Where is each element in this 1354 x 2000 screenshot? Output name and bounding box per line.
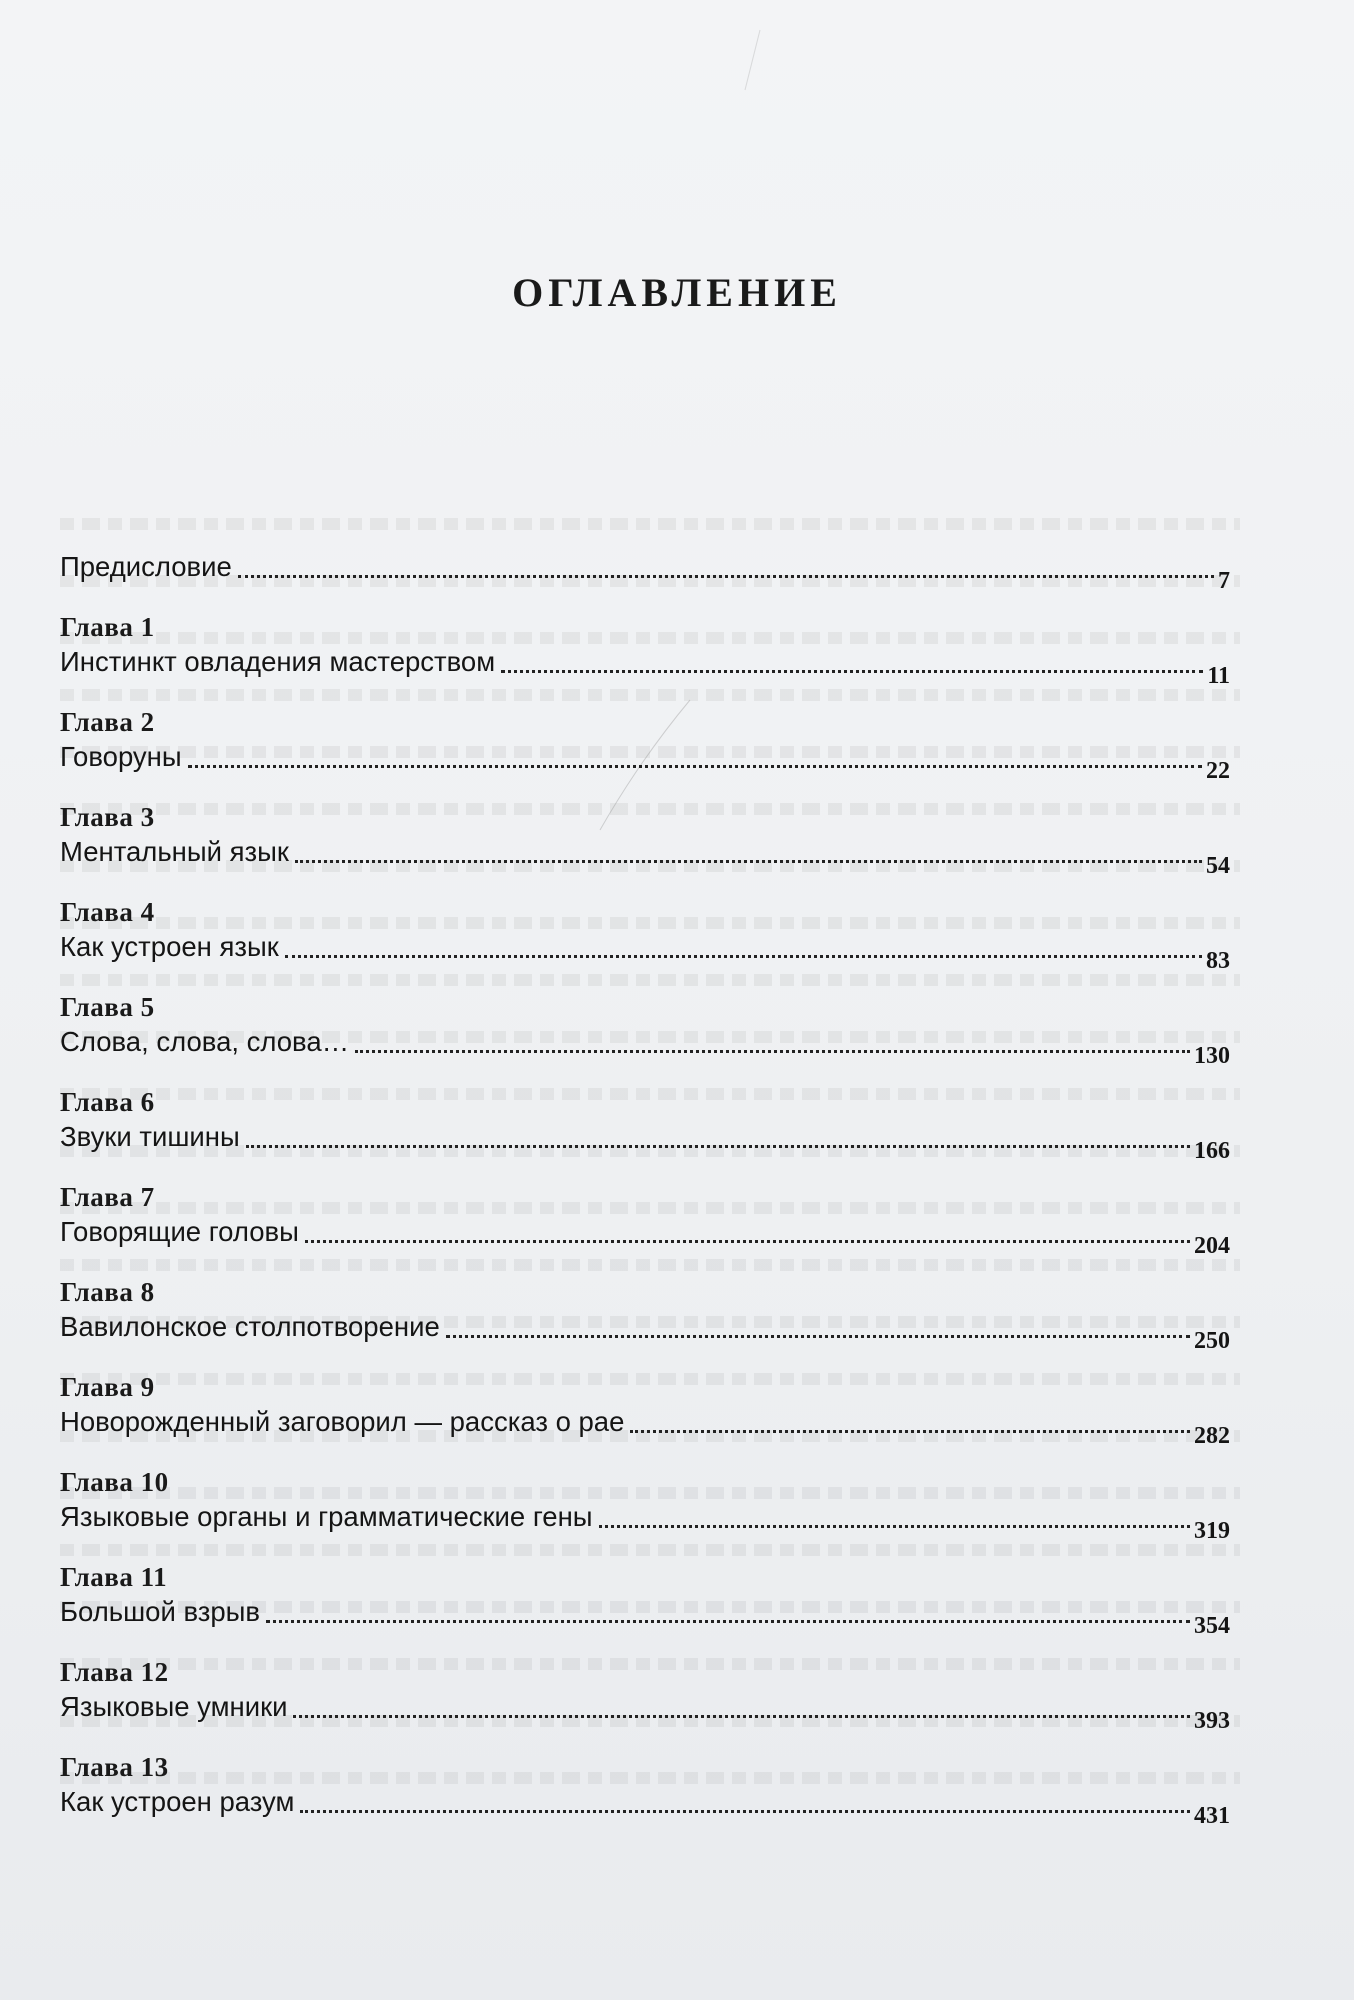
toc-entry [60, 801, 1230, 879]
chapter-label: Глава 3 [60, 802, 155, 832]
page-number: 250 [1194, 1328, 1230, 1354]
dot-leader [266, 1619, 1190, 1623]
chapter-label: Глава 1 [60, 612, 155, 642]
chapter-title: Говоруны [60, 741, 182, 772]
chapter-label: Глава 9 [60, 1372, 155, 1402]
dot-leader [446, 1334, 1190, 1338]
chapter-label: Глава 2 [60, 707, 155, 737]
toc-row [60, 1498, 1230, 1544]
toc-entry [60, 1466, 1230, 1544]
chapter-title: Языковые умники [60, 1691, 288, 1722]
toc-entry [60, 548, 1230, 594]
dot-leader [246, 1144, 1190, 1148]
toc-row [60, 1308, 1230, 1354]
page-number: 282 [1194, 1423, 1230, 1449]
dot-leader [188, 764, 1202, 768]
toc-row [60, 738, 1230, 784]
dot-leader [501, 669, 1203, 673]
toc-entry [60, 1181, 1230, 1259]
toc-row [60, 1593, 1230, 1639]
toc-entry [60, 611, 1230, 689]
dot-leader [238, 574, 1214, 578]
page-title: ОГЛАВЛЕНИЕ [512, 269, 842, 315]
page-number: 319 [1194, 1518, 1230, 1544]
dot-leader [599, 1524, 1190, 1528]
page-number: 431 [1194, 1803, 1230, 1829]
toc-row [60, 833, 1230, 879]
toc-entry [60, 1656, 1230, 1734]
toc-entry [60, 1276, 1230, 1354]
page-number: 7 [1218, 568, 1230, 594]
toc-entry [60, 896, 1230, 974]
chapter-label: Глава 12 [60, 1657, 169, 1687]
toc-row [60, 1023, 1230, 1069]
chapter-title: Слова, слова, слова… [60, 1026, 350, 1057]
chapter-label: Глава 5 [60, 992, 155, 1022]
chapter-title: Звуки тишины [60, 1121, 240, 1152]
chapter-title: Вавилонское столпотворение [60, 1311, 440, 1342]
page-number: 354 [1194, 1613, 1230, 1639]
dot-leader [305, 1239, 1190, 1243]
page-number: 166 [1194, 1138, 1230, 1164]
table-of-contents [60, 548, 1230, 1829]
toc-row [60, 1783, 1230, 1829]
page-number: 11 [1207, 663, 1230, 689]
toc-row [60, 1403, 1230, 1449]
dot-leader [355, 1049, 1190, 1053]
chapter-label: Глава 10 [60, 1467, 169, 1497]
dot-leader [300, 1809, 1190, 1813]
toc-entry [60, 1561, 1230, 1639]
chapter-title: Как устроен разум [60, 1786, 295, 1817]
chapter-title: Как устроен язык [60, 931, 279, 962]
toc-row [60, 1213, 1230, 1259]
chapter-title: Новорожденный заговорил — рассказ о рае [60, 1406, 625, 1437]
chapter-title: Языковые органы и грамматические гены [60, 1501, 593, 1532]
page-number: 54 [1206, 853, 1230, 879]
toc-entry [60, 1086, 1230, 1164]
dot-leader [630, 1429, 1190, 1433]
chapter-label: Глава 7 [60, 1182, 155, 1212]
page-number: 393 [1194, 1708, 1230, 1734]
chapter-title: Инстинкт овладения мастерством [60, 646, 496, 677]
toc-row [60, 1688, 1230, 1734]
chapter-title: Большой взрыв [60, 1596, 261, 1627]
chapter-title: Ментальный язык [60, 836, 289, 867]
show-through-text [60, 70, 1240, 116]
chapter-title: Говорящие головы [60, 1216, 299, 1247]
toc-entry [60, 1751, 1230, 1829]
chapter-label: Глава 13 [60, 1752, 169, 1782]
toc-row [60, 643, 1230, 689]
toc-row [60, 928, 1230, 974]
toc-row [60, 548, 1230, 594]
page-number: 204 [1194, 1233, 1230, 1259]
page-number: 130 [1194, 1043, 1230, 1069]
toc-entry [60, 991, 1230, 1069]
dot-leader [285, 954, 1202, 958]
dot-leader [295, 859, 1202, 863]
toc-entry [60, 1371, 1230, 1449]
toc-entry [60, 706, 1230, 784]
chapter-label: Глава 4 [60, 897, 155, 927]
chapter-label: Глава 11 [60, 1562, 168, 1592]
chapter-label: Глава 8 [60, 1277, 155, 1307]
chapter-title: Предисловие [60, 551, 232, 582]
chapter-label: Глава 6 [60, 1087, 155, 1117]
page-number: 83 [1206, 948, 1230, 974]
toc-row [60, 1118, 1230, 1164]
dot-leader [293, 1714, 1190, 1718]
page-number: 22 [1206, 758, 1230, 784]
